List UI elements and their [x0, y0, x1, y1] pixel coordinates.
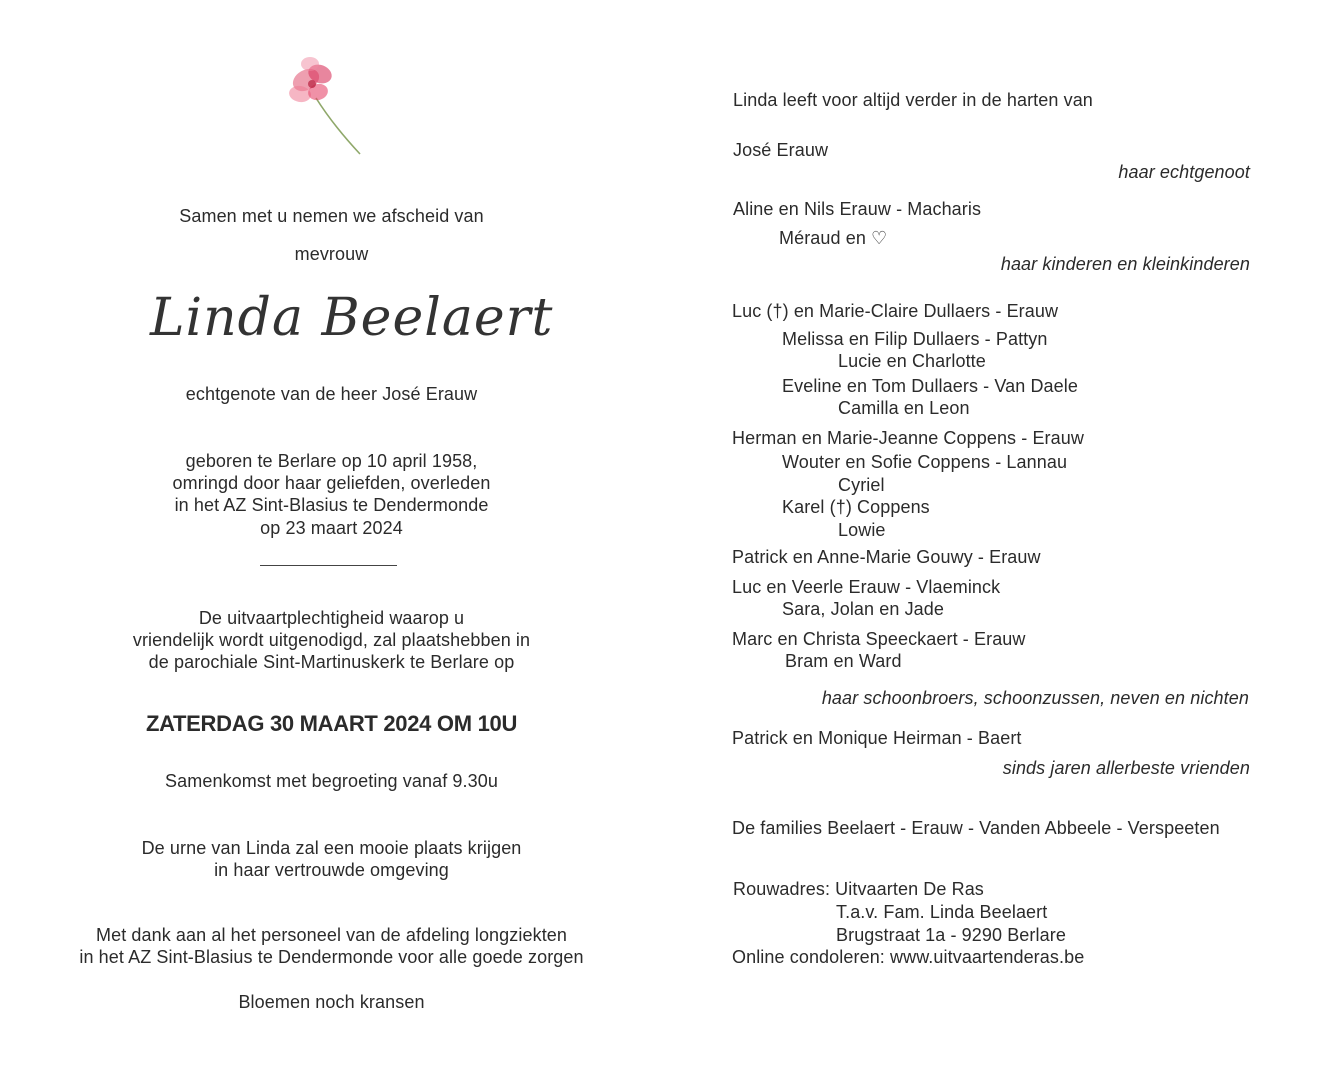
family-member: Herman en Marie-Jeanne Coppens - Erauw	[732, 428, 1084, 448]
family-member: Luc (†) en Marie-Claire Dullaers - Erauw	[732, 301, 1059, 321]
address-line: T.a.v. Fam. Linda Beelaert	[836, 902, 1048, 922]
friends-role: sinds jaren allerbeste vrienden	[1002, 758, 1250, 778]
spouse-name: José Erauw	[733, 140, 829, 160]
address-line: Brugstraat 1a - 9290 Berlare	[836, 925, 1066, 945]
gathering-text: Samenkomst met begroeting vanaf 9.30u	[165, 771, 498, 791]
online-condolence: Online condoleren: www.uitvaartenderas.be	[732, 947, 1085, 967]
right-intro: Linda leeft voor altijd verder in de harten van	[733, 90, 1093, 110]
flower-illustration-icon	[278, 50, 370, 158]
urn-line: De urne van Linda zal een mooie plaats krijgen	[141, 838, 522, 858]
divider-line	[260, 565, 397, 566]
ceremony-line: De uitvaartplechtigheid waarop u	[198, 608, 465, 628]
birth-line: omringd door haar geliefden, overleden	[172, 473, 491, 493]
family-member: Karel (†) Coppens	[782, 497, 930, 517]
left-page	[0, 0, 663, 1080]
family-role: haar schoonbroers, schoonzussen, neven en nichten	[821, 688, 1249, 708]
spouse-role: haar echtgenoot	[1118, 162, 1250, 182]
friends-names: Patrick en Monique Heirman - Baert	[732, 728, 1022, 748]
intro-text: Samen met u nemen we afscheid van	[179, 206, 484, 226]
grandchild-name: Méraud en ♡	[779, 228, 888, 248]
deceased-name: Linda Beelaert	[150, 288, 554, 348]
birth-line: op 23 maart 2024	[260, 518, 403, 538]
family-member: Bram en Ward	[785, 651, 902, 671]
children-role: haar kinderen en kleinkinderen	[1000, 254, 1250, 274]
family-member: Luc en Veerle Erauw - Vlaeminck	[732, 577, 1001, 597]
thanks-line: Met dank aan al het personeel van de afdeling longziekten	[95, 925, 568, 945]
family-member: Patrick en Anne-Marie Gouwy - Erauw	[732, 547, 1041, 567]
ceremony-line: vriendelijk wordt uitgenodigd, zal plaatshebben in	[132, 630, 531, 650]
thanks-line: in het AZ Sint-Blasius te Dendermonde voor alle goede zorgen	[79, 947, 584, 967]
family-member: Marc en Christa Speeckaert - Erauw	[732, 629, 1026, 649]
address-label: Rouwadres: Uitvaarten De Ras	[733, 879, 984, 899]
spouse-line: echtgenote van de heer José Erauw	[185, 384, 478, 404]
ceremony-line: de parochiale Sint-Martinuskerk te Berlare op	[148, 652, 515, 672]
ceremony-date: ZATERDAG 30 MAART 2024 OM 10U	[145, 711, 518, 736]
family-member: Camilla en Leon	[838, 398, 970, 418]
child-name: Aline en Nils Erauw - Macharis	[733, 199, 982, 219]
family-member: Lucie en Charlotte	[838, 351, 986, 371]
family-member: Melissa en Filip Dullaers - Pattyn	[782, 329, 1048, 349]
families-line: De families Beelaert - Erauw - Vanden Abbeele - Verspeeten	[732, 818, 1220, 838]
family-member: Wouter en Sofie Coppens - Lannau	[782, 452, 1068, 472]
family-member: Cyriel	[838, 475, 885, 495]
flowers-note: Bloemen noch kransen	[238, 992, 425, 1012]
right-page	[663, 0, 1327, 1080]
family-member: Sara, Jolan en Jade	[782, 599, 945, 619]
family-member: Eveline en Tom Dullaers - Van Daele	[782, 376, 1078, 396]
birth-line: in het AZ Sint-Blasius te Dendermonde	[174, 495, 489, 515]
birth-line: geboren te Berlare op 10 april 1958,	[185, 451, 478, 471]
title-text: mevrouw	[294, 244, 369, 264]
urn-line: in haar vertrouwde omgeving	[214, 860, 449, 880]
family-member: Lowie	[838, 520, 886, 540]
